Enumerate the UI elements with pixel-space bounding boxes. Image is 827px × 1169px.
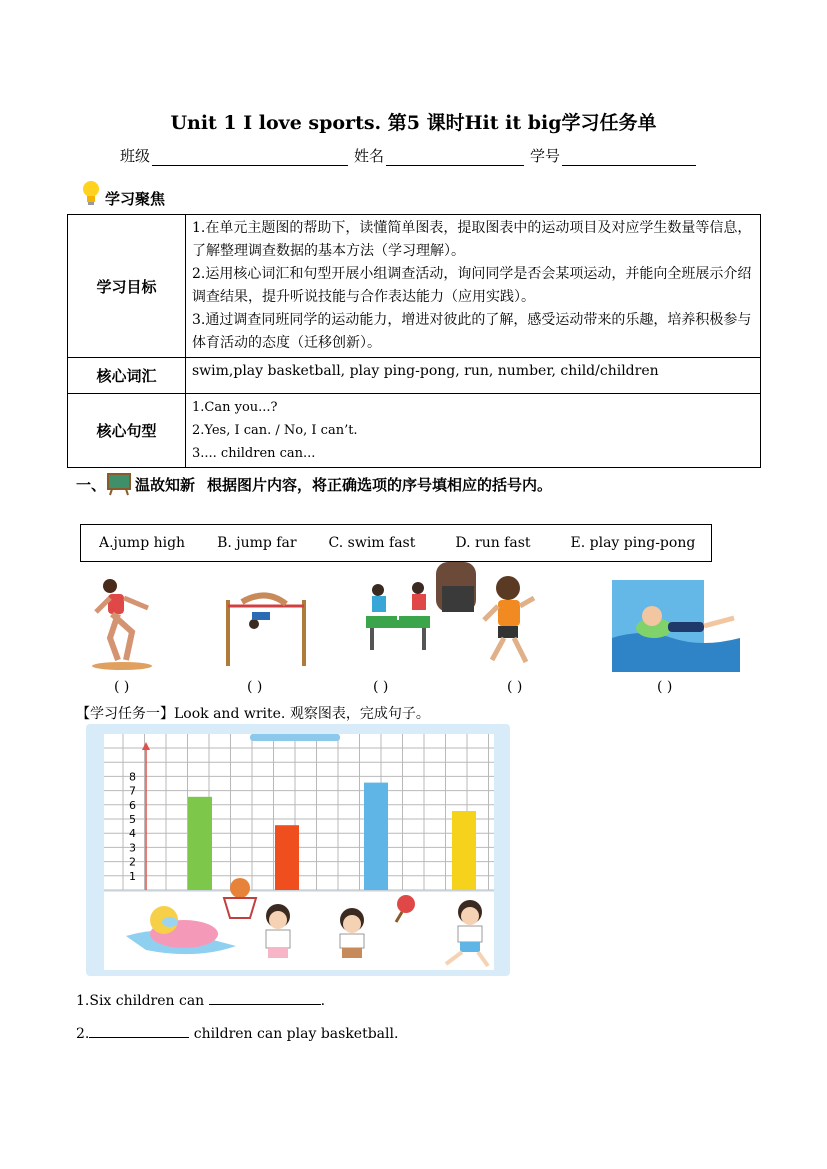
pattern-head: 核心句型: [68, 394, 186, 468]
ping-pong-illustration: [356, 576, 436, 652]
section1-heading: [76, 472, 552, 496]
y-tick-label: 7: [129, 784, 136, 798]
bar-play-ping-pong: [364, 783, 388, 890]
class-blank[interactable]: [152, 149, 348, 166]
question-1-after: .: [320, 993, 326, 1009]
answer-paren-2[interactable]: ( ): [247, 679, 263, 695]
question-2-before: 2.: [76, 1026, 90, 1042]
goal-head: 学习目标: [68, 215, 186, 358]
vocab-head: 核心词汇: [68, 358, 186, 394]
name-label: 姓名: [354, 147, 385, 165]
y-tick-label: 1: [129, 869, 136, 883]
lightbulb-icon: [80, 178, 102, 208]
pattern-item-1: 1.Can you...?: [192, 400, 278, 415]
y-tick-label: 3: [129, 841, 136, 855]
student-info-line: [120, 145, 702, 166]
class-label: 班级: [120, 147, 151, 165]
answer-paren-4[interactable]: ( ): [507, 679, 523, 695]
id-label: 学号: [530, 147, 561, 165]
jump-high-illustration: [222, 590, 312, 668]
answer-paren-5[interactable]: ( ): [657, 679, 673, 695]
focus-heading-text: 学习聚焦: [105, 190, 166, 208]
goal-item-1: 1.在单元主题图的帮助下，读懂简单图表，提取图表中的运动项目及对应学生数量等信息，了解整理调查数据的基本方法（学习理解）。: [192, 220, 752, 259]
bar-swim: [188, 797, 212, 890]
table-row: [68, 215, 761, 358]
y-tick-labels: [129, 770, 136, 882]
question-2: [76, 1023, 398, 1042]
task1-label: 【学习任务一】: [76, 706, 174, 722]
blackboard-icon: [106, 472, 132, 496]
options-box: [80, 524, 712, 562]
learning-goals-table: [67, 214, 761, 468]
task1-text: Look and write. 观察图表，完成句子。: [174, 706, 430, 722]
name-blank[interactable]: [386, 149, 524, 166]
run-fast-illustration: [432, 548, 542, 672]
y-tick-label: 4: [129, 827, 136, 841]
pattern-body: [186, 394, 761, 468]
page-title: Unit 1 I love sports. 第5 课时Hit it big学习任务单: [170, 112, 657, 134]
sports-bar-chart: [86, 724, 510, 976]
y-tick-label: 8: [129, 770, 136, 784]
y-tick-label: 2: [129, 855, 136, 869]
table-row: [68, 394, 761, 468]
swim-fast-illustration: [612, 580, 740, 672]
answer-paren-1[interactable]: ( ): [114, 679, 130, 695]
option-e: E. play ping-pong: [570, 535, 696, 551]
chart-title-bar: [250, 734, 340, 741]
question-1: [76, 990, 325, 1009]
goal-item-3: 3.通过调查同班同学的运动能力，增进对彼此的了解，感受运动带来的乐趣，培养积极参与体育活动的态度（迁移创新）。: [192, 312, 752, 351]
section1-instruction: 根据图片内容，将正确选项的序号填相应的括号内。: [207, 475, 553, 494]
pattern-item-3: 3.... children can...: [192, 446, 316, 461]
section1-prefix: 一、: [76, 475, 107, 494]
y-tick-label: 6: [129, 798, 136, 812]
goal-body: [186, 215, 761, 358]
answer-paren-3[interactable]: ( ): [373, 679, 389, 695]
table-row: [68, 358, 761, 394]
question-1-blank[interactable]: [209, 990, 321, 1005]
focus-heading: [80, 176, 165, 209]
pattern-item-2: 2.Yes, I can. / No, I can’t.: [192, 423, 358, 438]
bar-run: [452, 811, 476, 890]
goal-item-2: 2.运用核心词汇和句型开展小组调查活动，询问同学是否会某项运动，并能向全班展示介绍调查结果，提升听说技能与合作表达能力（应用实践）。: [192, 266, 752, 305]
question-2-after: children can play basketball.: [189, 1026, 399, 1042]
y-tick-label: 5: [129, 813, 136, 826]
question-1-before: 1.Six children can: [76, 993, 209, 1009]
vocab-body: swim,play basketball, play ping-pong, run, number, child/children: [186, 358, 761, 394]
bar-play-basketball: [275, 825, 299, 890]
option-b: B. jump far: [217, 535, 297, 551]
question-2-blank[interactable]: [89, 1023, 189, 1038]
id-blank[interactable]: [562, 149, 696, 166]
task1-heading: [76, 703, 430, 723]
option-a: A.jump high: [99, 535, 186, 551]
section1-title: 温故知新: [135, 475, 196, 494]
option-c: C. swim fast: [328, 535, 416, 551]
option-d: D. run fast: [455, 535, 531, 551]
jump-far-illustration: [82, 572, 162, 672]
